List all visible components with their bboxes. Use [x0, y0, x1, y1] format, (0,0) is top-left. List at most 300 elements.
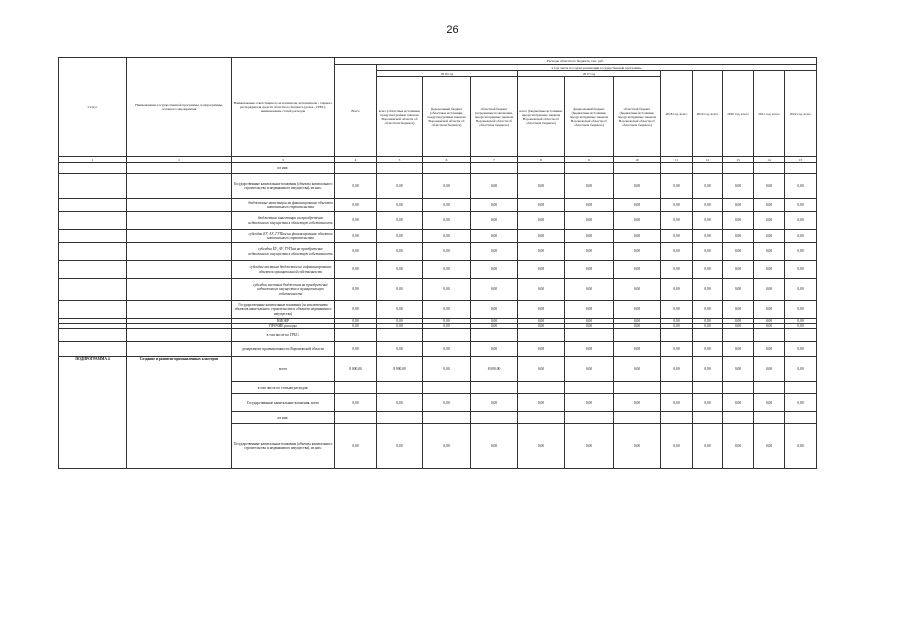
column-number: 6 — [423, 157, 471, 163]
value-cell — [518, 412, 565, 424]
value-cell: 0,00 — [423, 279, 471, 301]
expense-item-name: Государственные капитальные вложения (за исключением объектов капитального строительства и объектов недвижимого имущества) — [232, 301, 335, 319]
value-cell: 0,00 — [377, 319, 423, 324]
value-cell: 0,00 — [518, 243, 565, 261]
column-number: 4 — [335, 157, 377, 163]
value-cell — [423, 163, 471, 174]
header-2017-col-f: областной бюджет (бюджетные источники, предусмотренные законом Воронежской области об областном бюджете) — [614, 77, 661, 157]
value-cell: 0,00 — [471, 230, 518, 243]
value-cell — [723, 163, 754, 174]
value-cell: 0,00 — [335, 199, 377, 212]
value-cell: 0,00 — [377, 301, 423, 319]
value-cell: 0,00 — [785, 279, 817, 301]
table-row — [59, 279, 817, 301]
value-cell: 0,00 — [723, 199, 754, 212]
value-cell: 0,00 — [614, 261, 661, 279]
column-number: 13 — [723, 157, 754, 163]
value-cell: 0,00 — [723, 261, 754, 279]
value-cell: 0,00 — [614, 212, 661, 230]
value-cell — [661, 329, 693, 342]
value-cell: 0,00 — [661, 199, 693, 212]
value-cell: 0,00 — [518, 324, 565, 329]
value-cell: 0,00 — [693, 424, 723, 469]
value-cell: 0,00 — [471, 243, 518, 261]
status-cell — [59, 199, 127, 212]
value-cell: 0,00 — [518, 261, 565, 279]
value-cell: 0,00 — [423, 199, 471, 212]
value-cell: 0,00 — [785, 301, 817, 319]
value-cell: 0,00 — [661, 301, 693, 319]
value-cell: 0,00 — [565, 243, 614, 261]
value-cell: 0,00 — [335, 301, 377, 319]
value-cell: 0,00 — [785, 230, 817, 243]
value-cell: 0,00 — [614, 174, 661, 199]
header-year-2022: 2022 год, всего — [785, 71, 817, 157]
table-row — [59, 163, 817, 174]
value-cell — [754, 412, 785, 424]
expense-item-name: в том числе по ГРБС: — [232, 329, 335, 342]
value-cell: 0,00 — [423, 357, 471, 382]
program-cell — [127, 230, 232, 243]
table-row — [59, 230, 817, 243]
value-cell: 0,00 — [723, 424, 754, 469]
value-cell: 0,00 — [335, 319, 377, 324]
value-cell: 0,00 — [693, 319, 723, 324]
status-cell — [59, 261, 127, 279]
value-cell: 0,00 — [785, 199, 817, 212]
value-cell: 0,00 — [785, 342, 817, 357]
value-cell — [377, 382, 423, 394]
table-row — [59, 261, 817, 279]
value-cell: 0,00 — [661, 243, 693, 261]
value-cell — [661, 412, 693, 424]
value-cell: 0,00 — [693, 174, 723, 199]
expense-item-name: НИОКР — [232, 319, 335, 324]
expense-item-name: всего — [232, 357, 335, 382]
value-cell: 0,00 — [723, 174, 754, 199]
value-cell: 0,00 — [614, 301, 661, 319]
value-cell — [785, 163, 817, 174]
value-cell: 0,00 — [518, 279, 565, 301]
value-cell: 0,00 — [471, 301, 518, 319]
program-cell: Создание и развитие промышленных кластеров — [127, 357, 232, 469]
value-cell: 0,00 — [614, 394, 661, 412]
value-cell: 0,00 — [754, 279, 785, 301]
value-cell: 0,00 — [693, 301, 723, 319]
value-cell: 0,00 — [565, 324, 614, 329]
value-cell: 0,00 — [423, 261, 471, 279]
value-cell: 0,00 — [785, 174, 817, 199]
value-cell: 0,00 — [754, 174, 785, 199]
value-cell: 0,00 — [785, 261, 817, 279]
value-cell: 0,00 — [723, 279, 754, 301]
status-cell — [59, 163, 127, 174]
value-cell: 8 000,00 — [335, 357, 377, 382]
value-cell: 0,00 — [377, 261, 423, 279]
value-cell: 0,00 — [335, 243, 377, 261]
value-cell: 8 000,00 — [471, 357, 518, 382]
value-cell: 0,00 — [754, 357, 785, 382]
value-cell: 0,00 — [723, 394, 754, 412]
value-cell: 0,00 — [471, 261, 518, 279]
expense-item-name: субсидии БУ, АУ, ГУПам на приобретение недвижимого имущества в областную собственность — [232, 243, 335, 261]
column-number: 12 — [693, 157, 723, 163]
status-cell — [59, 230, 127, 243]
value-cell: 0,00 — [565, 261, 614, 279]
expense-item-name: в том числе по статьям расходов: — [232, 382, 335, 394]
value-cell: 0,00 — [754, 261, 785, 279]
expense-item-name: из них: — [232, 412, 335, 424]
expense-item-name: субсидии местным бюджетам на софинансирование объектов муниципальной собственности — [232, 261, 335, 279]
status-cell — [59, 329, 127, 342]
value-cell: 0,00 — [785, 212, 817, 230]
value-cell — [471, 412, 518, 424]
value-cell: 0,00 — [723, 243, 754, 261]
value-cell — [754, 382, 785, 394]
value-cell: 0,00 — [518, 301, 565, 319]
expense-item-name: бюджетные инвестиции на приобретение недвижимого имущества в областную собственность — [232, 212, 335, 230]
value-cell — [471, 329, 518, 342]
header-2016-col-b: федеральный бюджет (областные источники, предусмотренные законом Воронежской области об областном бюджете) — [423, 77, 471, 157]
table-row — [59, 342, 817, 357]
value-cell — [785, 382, 817, 394]
column-number: 2 — [127, 157, 232, 163]
value-cell: 0,00 — [754, 342, 785, 357]
program-cell — [127, 174, 232, 199]
value-cell: 0,00 — [754, 301, 785, 319]
value-cell: 0,00 — [518, 342, 565, 357]
value-cell: 0,00 — [471, 424, 518, 469]
program-cell — [127, 163, 232, 174]
header-total: Всего — [335, 65, 377, 157]
value-cell: 0,00 — [423, 324, 471, 329]
value-cell: 0,00 — [754, 230, 785, 243]
value-cell — [785, 412, 817, 424]
value-cell — [693, 412, 723, 424]
value-cell: 0,00 — [693, 394, 723, 412]
value-cell: 0,00 — [471, 319, 518, 324]
table-row — [59, 212, 817, 230]
header-year-2021: 2021 год, всего — [754, 71, 785, 157]
status-cell — [59, 279, 127, 301]
value-cell — [693, 382, 723, 394]
value-cell — [377, 329, 423, 342]
value-cell — [693, 163, 723, 174]
value-cell: 0,00 — [423, 301, 471, 319]
value-cell: 0,00 — [335, 424, 377, 469]
program-cell — [127, 261, 232, 279]
column-number: 5 — [377, 157, 423, 163]
value-cell — [565, 382, 614, 394]
header-by-years: в том числе по годам реализации государственной программы — [377, 65, 817, 71]
value-cell — [723, 382, 754, 394]
value-cell: 0,00 — [661, 261, 693, 279]
value-cell: 0,00 — [423, 394, 471, 412]
value-cell — [565, 412, 614, 424]
value-cell: 0,00 — [518, 199, 565, 212]
value-cell: 0,00 — [377, 324, 423, 329]
table-row — [59, 301, 817, 319]
column-number: 10 — [614, 157, 661, 163]
value-cell: 0,00 — [785, 319, 817, 324]
value-cell: 0,00 — [377, 243, 423, 261]
column-number: 9 — [565, 157, 614, 163]
value-cell: 0,00 — [565, 212, 614, 230]
value-cell: 8 000,00 — [377, 357, 423, 382]
value-cell: 0,00 — [723, 342, 754, 357]
value-cell: 0,00 — [377, 199, 423, 212]
value-cell: 0,00 — [335, 212, 377, 230]
value-cell: 0,00 — [518, 424, 565, 469]
value-cell: 0,00 — [471, 199, 518, 212]
column-number: 7 — [471, 157, 518, 163]
header-2017-col-e: федеральный бюджет (бюджетные источники, предусмотренные законом Воронежской области об областном бюджете) — [565, 77, 614, 157]
value-cell — [565, 329, 614, 342]
value-cell: 0,00 — [693, 230, 723, 243]
value-cell: 0,00 — [518, 174, 565, 199]
value-cell: 0,00 — [518, 212, 565, 230]
header-program-name: Наименование государственной программы, подпрограммы, основного мероприятия — [127, 58, 232, 157]
value-cell: 0,00 — [723, 230, 754, 243]
value-cell: 0,00 — [661, 230, 693, 243]
value-cell: 0,00 — [661, 279, 693, 301]
column-number: 14 — [754, 157, 785, 163]
expense-item-name: ПРОЧИЕ расходы — [232, 324, 335, 329]
value-cell — [335, 163, 377, 174]
header-year-2018: 2018 год, всего — [661, 71, 693, 157]
value-cell: 0,00 — [471, 212, 518, 230]
value-cell — [723, 329, 754, 342]
value-cell: 0,00 — [565, 319, 614, 324]
value-cell — [565, 163, 614, 174]
expense-item-name: субсидии БУ, АУ, ГУПам на финансирование объектов капитального строительства — [232, 230, 335, 243]
expense-item-name: Государственные капитальные вложения (объекты капитального строительства и недвижимого имущества), из них: — [232, 174, 335, 199]
program-cell — [127, 329, 232, 342]
value-cell: 0,00 — [471, 279, 518, 301]
program-cell — [127, 301, 232, 319]
status-cell — [59, 243, 127, 261]
value-cell: 0,00 — [693, 199, 723, 212]
header-year-2017: 2017 год — [518, 71, 661, 77]
program-cell — [127, 199, 232, 212]
header-2016-col-c: областной бюджет (переданные полномочия, предусмотренные законом Воронежской области об областном бюджете) — [471, 77, 518, 157]
value-cell: 0,00 — [614, 342, 661, 357]
value-cell: 0,00 — [754, 394, 785, 412]
value-cell — [785, 329, 817, 342]
value-cell: 0,00 — [754, 319, 785, 324]
value-cell — [377, 163, 423, 174]
value-cell — [661, 382, 693, 394]
value-cell — [471, 382, 518, 394]
table-row — [59, 243, 817, 261]
value-cell: 0,00 — [614, 199, 661, 212]
value-cell: 0,00 — [423, 230, 471, 243]
status-cell — [59, 342, 127, 357]
value-cell: 0,00 — [565, 279, 614, 301]
value-cell: 0,00 — [693, 342, 723, 357]
value-cell: 0,00 — [471, 394, 518, 412]
value-cell — [423, 412, 471, 424]
value-cell: 0,00 — [565, 357, 614, 382]
value-cell: 0,00 — [335, 230, 377, 243]
value-cell: 0,00 — [518, 357, 565, 382]
value-cell: 0,00 — [693, 212, 723, 230]
value-cell — [423, 329, 471, 342]
column-number: 11 — [661, 157, 693, 163]
header-year-2020: 2020 год, всего — [723, 71, 754, 157]
value-cell: 0,00 — [335, 324, 377, 329]
value-cell: 0,00 — [661, 212, 693, 230]
table-row — [59, 199, 817, 212]
value-cell: 0,00 — [785, 324, 817, 329]
value-cell: 0,00 — [565, 174, 614, 199]
value-cell — [754, 163, 785, 174]
value-cell: 0,00 — [693, 324, 723, 329]
value-cell: 0,00 — [785, 424, 817, 469]
value-cell — [614, 412, 661, 424]
value-cell: 0,00 — [723, 357, 754, 382]
value-cell: 0,00 — [614, 324, 661, 329]
header-2016-col-a: всего (областные источники, предусмотренные законом Воронежской области об областном бюджете) — [377, 77, 423, 157]
value-cell: 0,00 — [661, 319, 693, 324]
expense-item-name: департамент промышленности Воронежской области — [232, 342, 335, 357]
value-cell: 0,00 — [693, 357, 723, 382]
value-cell: 0,00 — [423, 424, 471, 469]
value-cell — [754, 329, 785, 342]
expense-item-name: субсидии местным бюджетам на приобретение недвижимого имущества в муниципальную собственность — [232, 279, 335, 301]
value-cell: 0,00 — [565, 394, 614, 412]
value-cell: 0,00 — [754, 199, 785, 212]
value-cell: 0,00 — [693, 261, 723, 279]
program-cell — [127, 342, 232, 357]
value-cell: 0,00 — [754, 212, 785, 230]
value-cell: 0,00 — [723, 324, 754, 329]
value-cell — [335, 412, 377, 424]
value-cell: 0,00 — [518, 319, 565, 324]
value-cell — [471, 163, 518, 174]
value-cell: 0,00 — [423, 319, 471, 324]
value-cell: 0,00 — [377, 230, 423, 243]
value-cell: 0,00 — [335, 174, 377, 199]
value-cell: 0,00 — [661, 424, 693, 469]
header-year-2019: 2019 год, всего — [693, 71, 723, 157]
value-cell: 0,00 — [614, 279, 661, 301]
value-cell: 0,00 — [723, 319, 754, 324]
value-cell: 0,00 — [377, 279, 423, 301]
value-cell: 0,00 — [785, 394, 817, 412]
column-number: 3 — [232, 157, 335, 163]
value-cell: 0,00 — [423, 243, 471, 261]
value-cell: 0,00 — [661, 324, 693, 329]
value-cell: 0,00 — [471, 324, 518, 329]
value-cell: 0,00 — [565, 199, 614, 212]
status-cell: ПОДПРОГРАММА 4 — [59, 357, 127, 469]
column-number: 1 — [59, 157, 127, 163]
value-cell: 0,00 — [377, 342, 423, 357]
value-cell: 0,00 — [335, 261, 377, 279]
value-cell: 0,00 — [335, 394, 377, 412]
value-cell — [614, 382, 661, 394]
status-cell — [59, 174, 127, 199]
value-cell: 0,00 — [693, 243, 723, 261]
value-cell: 0,00 — [754, 243, 785, 261]
value-cell — [423, 382, 471, 394]
value-cell — [377, 412, 423, 424]
value-cell: 0,00 — [661, 394, 693, 412]
value-cell: 0,00 — [754, 324, 785, 329]
value-cell: 0,00 — [518, 230, 565, 243]
value-cell — [335, 382, 377, 394]
table-row — [59, 329, 817, 342]
value-cell — [335, 329, 377, 342]
value-cell: 0,00 — [377, 424, 423, 469]
value-cell: 0,00 — [565, 424, 614, 469]
table-row — [59, 357, 817, 382]
value-cell — [693, 329, 723, 342]
header-status: Статус — [59, 58, 127, 157]
column-number: 8 — [518, 157, 565, 163]
value-cell: 0,00 — [377, 394, 423, 412]
value-cell: 0,00 — [661, 342, 693, 357]
expense-item-name: Государственные капитальные вложения, всего — [232, 394, 335, 412]
header-responsible: Наименование ответственного исполнителя, исполнителя - главного распорядителя средств областного бюджета (далее - ГРБС), наименование статей расходов — [232, 58, 335, 157]
value-cell: 0,00 — [723, 212, 754, 230]
value-cell: 0,00 — [754, 424, 785, 469]
value-cell: 0,00 — [693, 279, 723, 301]
status-cell — [59, 301, 127, 319]
value-cell: 0,00 — [471, 342, 518, 357]
value-cell: 0,00 — [785, 243, 817, 261]
budget-table — [58, 57, 817, 469]
program-cell — [127, 243, 232, 261]
header-2017-col-d: всего (бюджетные источники, предусмотренные законом Воронежской области об областном бюджете) — [518, 77, 565, 157]
value-cell: 0,00 — [565, 342, 614, 357]
value-cell: 0,00 — [723, 301, 754, 319]
value-cell: 0,00 — [377, 212, 423, 230]
value-cell: 0,00 — [471, 174, 518, 199]
value-cell: 0,00 — [423, 212, 471, 230]
column-number: 15 — [785, 157, 817, 163]
header-expenses: Расходы областного бюджета, тыс. руб. — [335, 58, 817, 65]
value-cell: 0,00 — [377, 174, 423, 199]
value-cell: 0,00 — [518, 394, 565, 412]
value-cell: 0,00 — [335, 279, 377, 301]
value-cell: 0,00 — [614, 243, 661, 261]
value-cell: 0,00 — [423, 174, 471, 199]
value-cell: 0,00 — [614, 319, 661, 324]
value-cell: 0,00 — [614, 230, 661, 243]
value-cell — [614, 329, 661, 342]
value-cell — [723, 412, 754, 424]
value-cell — [518, 382, 565, 394]
expense-item-name: Государственные капитальные вложения (объекты капитального строительства и недвижимого имущества), из них: — [232, 424, 335, 469]
value-cell: 0,00 — [614, 424, 661, 469]
value-cell: 0,00 — [565, 301, 614, 319]
value-cell: 0,00 — [661, 357, 693, 382]
value-cell — [518, 329, 565, 342]
header-year-2016: 2016 год — [377, 71, 518, 77]
value-cell: 0,00 — [614, 357, 661, 382]
program-cell — [127, 279, 232, 301]
value-cell — [518, 163, 565, 174]
value-cell — [661, 163, 693, 174]
value-cell: 0,00 — [661, 174, 693, 199]
value-cell: 0,00 — [335, 342, 377, 357]
table-row — [59, 174, 817, 199]
expense-item-name: из них: — [232, 163, 335, 174]
expense-item-name: бюджетные инвестиции на финансирование объектов капитального строительства — [232, 199, 335, 212]
program-cell — [127, 212, 232, 230]
